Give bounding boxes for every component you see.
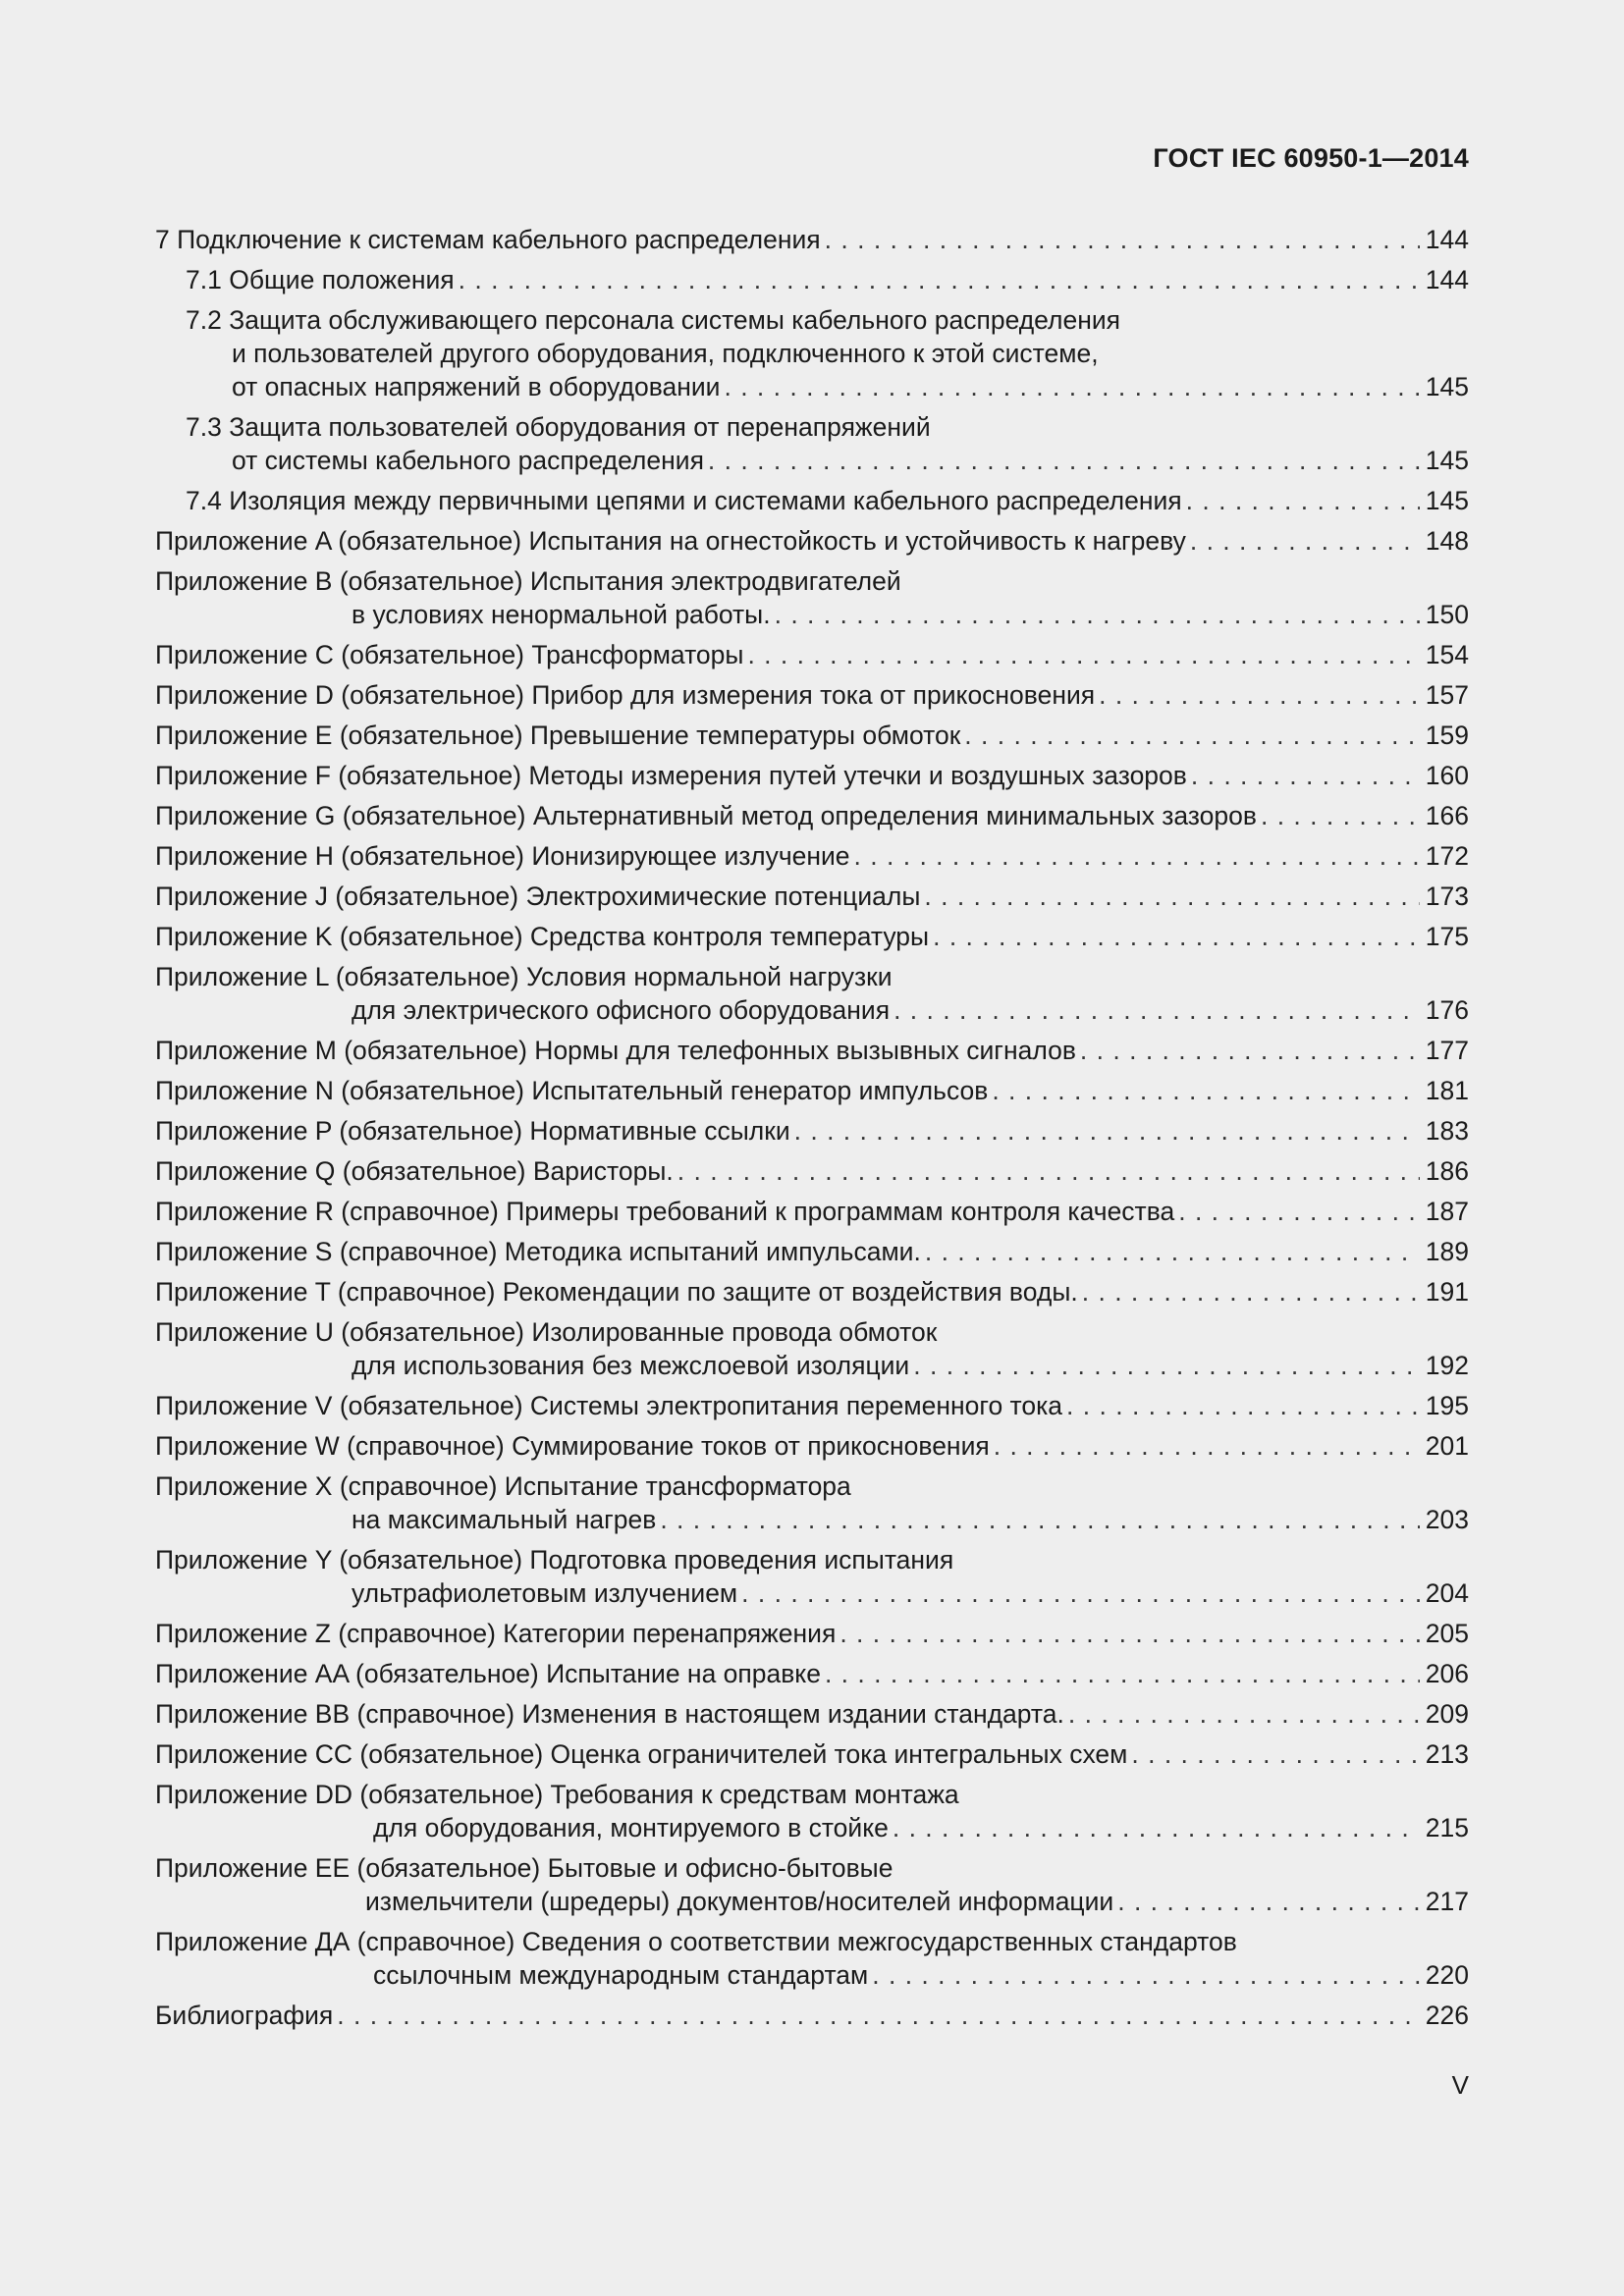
toc-entry[interactable] (155, 1697, 1469, 1731)
toc-line (155, 719, 1469, 752)
toc-page-number: 154 (1425, 640, 1469, 669)
toc-entry[interactable] (155, 880, 1469, 913)
toc-entry[interactable] (155, 564, 1469, 631)
dot-leader (747, 638, 1419, 671)
dot-leader (913, 1349, 1420, 1382)
dot-leader (893, 993, 1420, 1027)
toc-entry-title: 7.4 Изоляция между первичными цепями и системами кабельного распределения (186, 486, 1182, 515)
toc-page-number: 175 (1425, 922, 1469, 951)
toc-entry[interactable] (155, 1617, 1469, 1650)
toc-line (155, 337, 1469, 370)
toc-entry-title: Приложение N (обязательное) Испытательный генератор импульсов (155, 1076, 989, 1105)
toc-page-number: 176 (1425, 995, 1469, 1025)
toc-entry[interactable] (155, 1778, 1469, 1844)
toc-page-number: 203 (1425, 1505, 1469, 1534)
toc-line (155, 1389, 1469, 1422)
toc-line (155, 1576, 1469, 1610)
toc-line (155, 678, 1469, 712)
dot-leader (1080, 1034, 1420, 1067)
toc-page-number: 172 (1425, 841, 1469, 871)
toc-line (155, 1999, 1469, 2032)
toc-entry[interactable] (155, 1154, 1469, 1188)
toc-entry[interactable] (155, 1275, 1469, 1308)
toc-entry[interactable] (155, 410, 1469, 477)
toc-line (155, 1778, 1469, 1811)
toc-entry[interactable] (155, 920, 1469, 953)
toc-entry[interactable] (155, 524, 1469, 558)
toc-line (155, 223, 1469, 256)
toc-line (155, 1154, 1469, 1188)
toc-entry-title: Приложение L (обязательное) Условия нормальной нагрузки (155, 962, 893, 991)
toc-page-number: 191 (1425, 1277, 1469, 1307)
toc-entry-title: 7 Подключение к системам кабельного распределения (155, 225, 821, 254)
toc-page-number: 217 (1425, 1887, 1469, 1916)
toc-entry-title: Приложение A (обязательное) Испытания на огнестойкость и устойчивость к нагреву (155, 526, 1186, 556)
toc-entry[interactable] (155, 759, 1469, 792)
toc-page-number: 201 (1425, 1431, 1469, 1461)
toc-entry[interactable] (155, 1235, 1469, 1268)
toc-line (155, 1503, 1469, 1536)
toc-entry-title: Приложение T (справочное) Рекомендации по защите от воздействия воды. (155, 1277, 1078, 1307)
dot-leader (854, 839, 1420, 873)
toc-entry[interactable] (155, 678, 1469, 712)
dot-leader (1261, 799, 1420, 832)
toc-page-number: 145 (1425, 372, 1469, 401)
toc-page-number: 145 (1425, 486, 1469, 515)
toc-line (155, 1657, 1469, 1690)
toc-line (155, 564, 1469, 598)
toc-entry-title: Приложение ДА (справочное) Сведения о соответствии межгосударственных стандартов (155, 1927, 1237, 1956)
toc-entry[interactable] (155, 799, 1469, 832)
dot-leader (872, 1958, 1420, 1992)
toc-page-number: 192 (1425, 1351, 1469, 1380)
dot-leader (1082, 1275, 1420, 1308)
toc-page-number: 226 (1425, 2001, 1469, 2030)
toc-line (155, 1851, 1469, 1885)
toc-page-number: 183 (1425, 1116, 1469, 1146)
toc-entry[interactable] (155, 1543, 1469, 1610)
toc-entry[interactable] (155, 1657, 1469, 1690)
toc-page-number: 181 (1425, 1076, 1469, 1105)
dot-leader (724, 370, 1419, 403)
toc-line (155, 1429, 1469, 1463)
toc-entry[interactable] (155, 1429, 1469, 1463)
dot-leader (708, 444, 1420, 477)
toc-line (155, 1617, 1469, 1650)
dot-leader (1178, 1195, 1420, 1228)
toc-entry-title: ссылочным международным стандартам (373, 1960, 869, 1990)
page-number: V (1451, 2070, 1469, 2100)
toc-line (155, 799, 1469, 832)
toc-entry-title: Приложение F (обязательное) Методы измерения путей утечки и воздушных зазоров (155, 761, 1187, 790)
toc-entry-title: Приложение H (обязательное) Ионизирующее излучение (155, 841, 850, 871)
toc-line (155, 1195, 1469, 1228)
toc-entry-title: измельчители (шредеры) документов/носителей информации (365, 1887, 1114, 1916)
toc-page-number: 205 (1425, 1619, 1469, 1648)
toc-entry[interactable] (155, 1851, 1469, 1918)
dot-leader (825, 1657, 1420, 1690)
toc-entry-title: Приложение P (обязательное) Нормативные ссылки (155, 1116, 790, 1146)
toc-entry[interactable] (155, 839, 1469, 873)
toc-entry[interactable] (155, 1469, 1469, 1536)
dot-leader (1191, 759, 1420, 792)
toc-entry-title: ультрафиолетовым излучением (352, 1578, 738, 1608)
toc-entry[interactable] (155, 484, 1469, 517)
toc-entry-title: Приложение W (справочное) Суммирование токов от прикосновения (155, 1431, 990, 1461)
dot-leader (925, 1235, 1420, 1268)
toc-entry-title: Приложение S (справочное) Методика испытаний импульсами. (155, 1237, 921, 1266)
dot-leader (1131, 1737, 1419, 1771)
toc-line (155, 1315, 1469, 1349)
toc-entry-title: Приложение Q (обязательное) Варисторы. (155, 1156, 674, 1186)
dot-leader (839, 1617, 1419, 1650)
dot-leader (794, 1114, 1420, 1148)
toc-page-number: 160 (1425, 761, 1469, 790)
toc-entry-title: Приложение Y (обязательное) Подготовка проведения испытания (155, 1545, 954, 1575)
toc-entry[interactable] (155, 1074, 1469, 1107)
toc-line (155, 759, 1469, 792)
toc-line (155, 410, 1469, 444)
toc-entry-title: Приложение R (справочное) Примеры требований к программам контроля качества (155, 1197, 1175, 1226)
toc-line (155, 444, 1469, 477)
toc-entry-title: Приложение B (обязательное) Испытания электродвигателей (155, 566, 901, 596)
toc-line (155, 880, 1469, 913)
dot-leader (1186, 484, 1420, 517)
toc-page-number: 157 (1425, 680, 1469, 710)
toc-entry-title: Приложение K (обязательное) Средства контроля температуры (155, 922, 930, 951)
dot-leader (825, 223, 1420, 256)
toc-page-number: 215 (1425, 1813, 1469, 1842)
toc-entry-title: от системы кабельного распределения (232, 446, 704, 475)
table-of-contents (155, 223, 1469, 2039)
toc-line (155, 1275, 1469, 1308)
toc-page-number: 159 (1425, 721, 1469, 750)
toc-entry[interactable] (155, 263, 1469, 296)
dot-leader (992, 1074, 1419, 1107)
toc-entry-title: для оборудования, монтируемого в стойке (373, 1813, 889, 1842)
toc-entry-title: Приложение V (обязательное) Системы электропитания переменного тока (155, 1391, 1063, 1420)
toc-page-number: 150 (1425, 600, 1469, 629)
toc-page-number: 177 (1425, 1036, 1469, 1065)
toc-page-number: 173 (1425, 881, 1469, 911)
toc-line (155, 1925, 1469, 1958)
toc-line (155, 1114, 1469, 1148)
dot-leader (933, 920, 1420, 953)
toc-entry-title: Приложение E (обязательное) Превышение температуры обмоток (155, 721, 961, 750)
toc-entry[interactable] (155, 1114, 1469, 1148)
toc-entry-title: Приложение DD (обязательное) Требования к средствам монтажа (155, 1780, 959, 1809)
dot-leader (1068, 1697, 1420, 1731)
toc-entry-title: Приложение U (обязательное) Изолированные провода обмоток (155, 1317, 938, 1347)
toc-entry-title: 7.1 Общие положения (186, 265, 455, 294)
toc-entry[interactable] (155, 1315, 1469, 1382)
dot-leader (924, 880, 1419, 913)
toc-entry-title: Приложение AA (обязательное) Испытание на оправке (155, 1659, 821, 1688)
dot-leader (660, 1503, 1419, 1536)
dot-leader (677, 1154, 1420, 1188)
toc-entry-title: 7.2 Защита обслуживающего персонала системы кабельного распределения (186, 305, 1121, 335)
toc-line (155, 638, 1469, 671)
toc-entry-title: для электрического офисного оборудования (352, 995, 891, 1025)
toc-page-number: 206 (1425, 1659, 1469, 1688)
toc-line (155, 1958, 1469, 1992)
toc-line (155, 1811, 1469, 1844)
toc-entry[interactable] (155, 638, 1469, 671)
toc-line (155, 1885, 1469, 1918)
toc-entry-title: и пользователей другого оборудования, подключенного к этой системе, (232, 339, 1099, 368)
toc-entry-title: Библиография (155, 2001, 334, 2030)
toc-page-number: 148 (1425, 526, 1469, 556)
toc-page-number: 213 (1425, 1739, 1469, 1769)
dot-leader (337, 1999, 1419, 2032)
toc-line (155, 370, 1469, 403)
toc-page-number: 204 (1425, 1578, 1469, 1608)
toc-entry-title: Приложение C (обязательное) Трансформаторы (155, 640, 744, 669)
toc-entry[interactable] (155, 960, 1469, 1027)
dot-leader (741, 1576, 1420, 1610)
toc-line (155, 1737, 1469, 1771)
dot-leader (775, 598, 1420, 631)
toc-line (155, 1034, 1469, 1067)
dot-leader (1117, 1885, 1420, 1918)
toc-page-number: 166 (1425, 801, 1469, 830)
toc-entry[interactable] (155, 1389, 1469, 1422)
toc-entry-title: Приложение CC (обязательное) Оценка ограничителей тока интегральных схем (155, 1739, 1128, 1769)
standard-designation: ГОСТ IEC 60950-1—2014 (1153, 143, 1469, 173)
dot-leader (1066, 1389, 1420, 1422)
toc-page-number: 209 (1425, 1699, 1469, 1729)
toc-entry-title: Приложение X (справочное) Испытание трансформатора (155, 1471, 851, 1501)
toc-page-number: 187 (1425, 1197, 1469, 1226)
toc-page-number: 195 (1425, 1391, 1469, 1420)
toc-line (155, 263, 1469, 296)
dot-leader (1190, 524, 1420, 558)
toc-entry-title: Приложение G (обязательное) Альтернативный метод определения минимальных зазоров (155, 801, 1257, 830)
toc-line (155, 1543, 1469, 1576)
toc-entry[interactable] (155, 1925, 1469, 1992)
toc-line (155, 920, 1469, 953)
dot-leader (994, 1429, 1420, 1463)
toc-line (155, 303, 1469, 337)
toc-line (155, 960, 1469, 993)
toc-line (155, 484, 1469, 517)
toc-entry-title: 7.3 Защита пользователей оборудования от перенапряжений (186, 412, 931, 442)
toc-entry-title: Приложение BB (справочное) Изменения в настоящем издании стандарта. (155, 1699, 1064, 1729)
toc-page-number: 220 (1425, 1960, 1469, 1990)
toc-entry[interactable] (155, 1195, 1469, 1228)
toc-entry[interactable] (155, 303, 1469, 403)
toc-entry[interactable] (155, 1034, 1469, 1067)
toc-entry-title: Приложение M (обязательное) Нормы для телефонных вызывных сигналов (155, 1036, 1076, 1065)
toc-line (155, 993, 1469, 1027)
toc-entry[interactable] (155, 223, 1469, 256)
toc-line (155, 524, 1469, 558)
toc-page-number: 186 (1425, 1156, 1469, 1186)
dot-leader (893, 1811, 1420, 1844)
toc-line (155, 839, 1469, 873)
toc-entry-title: в условиях ненормальной работы. (352, 600, 771, 629)
toc-line (155, 1349, 1469, 1382)
toc-entry-title: Приложение EE (обязательное) Бытовые и офисно-бытовые (155, 1853, 893, 1883)
toc-entry[interactable] (155, 1737, 1469, 1771)
toc-page-number: 145 (1425, 446, 1469, 475)
toc-entry-title: для использования без межслоевой изоляции (352, 1351, 910, 1380)
toc-page-number: 144 (1425, 225, 1469, 254)
toc-line (155, 1469, 1469, 1503)
toc-entry-title: Приложение D (обязательное) Прибор для измерения тока от прикосновения (155, 680, 1096, 710)
toc-line (155, 1235, 1469, 1268)
toc-entry[interactable] (155, 719, 1469, 752)
toc-entry-title: Приложение Z (справочное) Категории перенапряжения (155, 1619, 837, 1648)
toc-line (155, 1074, 1469, 1107)
dot-leader (964, 719, 1419, 752)
toc-page-number: 144 (1425, 265, 1469, 294)
toc-entry[interactable] (155, 1999, 1469, 2032)
dot-leader (1099, 678, 1420, 712)
toc-line (155, 598, 1469, 631)
dot-leader (459, 263, 1420, 296)
toc-line (155, 1697, 1469, 1731)
toc-page-number: 189 (1425, 1237, 1469, 1266)
toc-entry-title: Приложение J (обязательное) Электрохимические потенциалы (155, 881, 921, 911)
toc-entry-title: на максимальный нагрев (352, 1505, 657, 1534)
toc-entry-title: от опасных напряжений в оборудовании (232, 372, 721, 401)
